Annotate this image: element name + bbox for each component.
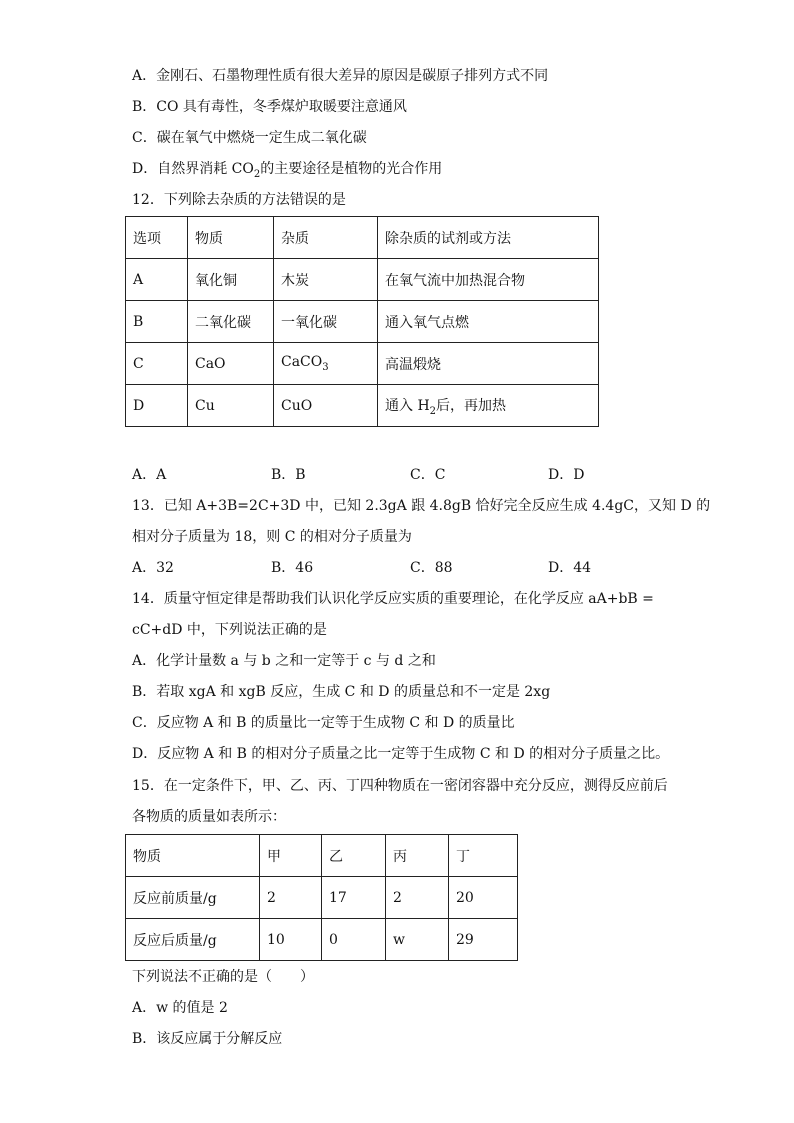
table-row xyxy=(126,259,599,301)
table-cell: CaCO$_3$ xyxy=(274,343,378,385)
table-cell: C xyxy=(126,343,188,385)
table-cell: 0 xyxy=(322,919,386,961)
table-header-cell: 除杂质的试剂或方法 xyxy=(378,217,599,259)
q14-stem-line1: 14．质量守恒定律是帮助我们认识化学反应实质的重要理论，在化学反应 aA+bB = xyxy=(132,591,654,607)
table-cell: 20 xyxy=(449,877,518,919)
table-header-cell: 物质 xyxy=(188,217,274,259)
table-row xyxy=(126,919,518,961)
choice-d: D．44 xyxy=(548,560,592,576)
table-cell: 2 xyxy=(260,877,322,919)
table-cell: Cu xyxy=(188,385,274,427)
q11-option-c: C．碳在氧气中燃烧一定生成二氧化碳 xyxy=(132,130,367,146)
table-cell: 通入 $H_2$后，再加热 xyxy=(378,385,599,427)
q14-option-b: B．若取 xgA 和 xgB 反应，生成 C 和 D 的质量总和不一定是 2xg xyxy=(132,684,551,700)
table-header-row xyxy=(126,217,599,259)
table-cell: 2 xyxy=(386,877,449,919)
table-cell: 29 xyxy=(449,919,518,961)
table-row xyxy=(126,385,599,427)
table-cell: CaO xyxy=(188,343,274,385)
q11-option-a: A．金刚石、石墨物理性质有很大差异的原因是碳原子排列方式不同 xyxy=(132,68,549,84)
table-row xyxy=(126,343,599,385)
q14-option-d: D．反应物 A 和 B 的相对分子质量之比一定等于生成物 C 和 D 的相对分子质量之比。 xyxy=(132,746,670,762)
table-cell: 反应前质量/g xyxy=(126,877,260,919)
table-cell: D xyxy=(126,385,188,427)
table-cell: CuO xyxy=(274,385,378,427)
table-header-cell: 物质 xyxy=(126,835,260,877)
q15-question: 下列说法不正确的是（ ） xyxy=(132,969,314,985)
q11-option-b: B．CO 具有毒性，冬季煤炉取暖要注意通风 xyxy=(132,99,407,115)
table-cell: 在氧气流中加热混合物 xyxy=(378,259,599,301)
q14-stem-line2: cC+dD 中，下列说法正确的是 xyxy=(132,622,327,638)
q15-stem-line2: 各物质的质量如表所示： xyxy=(132,809,286,825)
table-cell: w xyxy=(386,919,449,961)
choice-a: A．32 xyxy=(132,560,174,576)
q14-option-c: C．反应物 A 和 B 的质量比一定等于生成物 C 和 D 的质量比 xyxy=(132,715,515,731)
choice-c: C．88 xyxy=(410,560,453,576)
q15-option-a: A．w 的值是 2 xyxy=(132,1000,228,1016)
table-cell: 通入氧气点燃 xyxy=(378,301,599,343)
choice-b: B．B xyxy=(271,467,306,483)
table-header-cell: 乙 xyxy=(322,835,386,877)
table-header-cell: 丙 xyxy=(386,835,449,877)
q13-stem-line1: 13．已知 A+3B=2C+3D 中，已知 2.3gA 跟 4.8gB 恰好完全反应生成 4.4gC，又知 D 的 xyxy=(132,498,711,514)
q15-stem-line1: 15．在一定条件下，甲、乙、丙、丁四种物质在一密闭容器中充分反应，测得反应前后 xyxy=(132,778,668,794)
q15-option-b: B．该反应属于分解反应 xyxy=(132,1031,283,1047)
choice-b: B．46 xyxy=(271,560,314,576)
table-cell: 氧化铜 xyxy=(188,259,274,301)
table-cell: B xyxy=(126,301,188,343)
table-cell: 二氧化碳 xyxy=(188,301,274,343)
choice-d: D．D xyxy=(548,467,585,483)
q14-option-a: A．化学计量数 a 与 b 之和一定等于 c 与 d 之和 xyxy=(132,653,436,669)
table-cell: 反应后质量/g xyxy=(126,919,260,961)
table-header-cell: 杂质 xyxy=(274,217,378,259)
q13-stem-line2: 相对分子质量为 18，则 C 的相对分子质量为 xyxy=(132,529,412,545)
q12-stem: 12．下列除去杂质的方法错误的是 xyxy=(132,192,346,208)
table-row xyxy=(126,301,599,343)
table-cell: 一氧化碳 xyxy=(274,301,378,343)
table-header-cell: 甲 xyxy=(260,835,322,877)
choice-c: C．C xyxy=(410,467,446,483)
q15-table xyxy=(125,834,518,961)
q12-table xyxy=(125,216,599,427)
table-cell: 10 xyxy=(260,919,322,961)
choice-a: A．A xyxy=(132,467,167,483)
table-cell: 高温煅烧 xyxy=(378,343,599,385)
table-cell: 木炭 xyxy=(274,259,378,301)
table-header-row xyxy=(126,835,518,877)
table-cell: A xyxy=(126,259,188,301)
table-cell: 17 xyxy=(322,877,386,919)
table-row xyxy=(126,877,518,919)
q11-option-d: D．自然界消耗 $CO_2$的主要途径是植物的光合作用 xyxy=(132,161,443,180)
table-header-cell: 选项 xyxy=(126,217,188,259)
table-header-cell: 丁 xyxy=(449,835,518,877)
